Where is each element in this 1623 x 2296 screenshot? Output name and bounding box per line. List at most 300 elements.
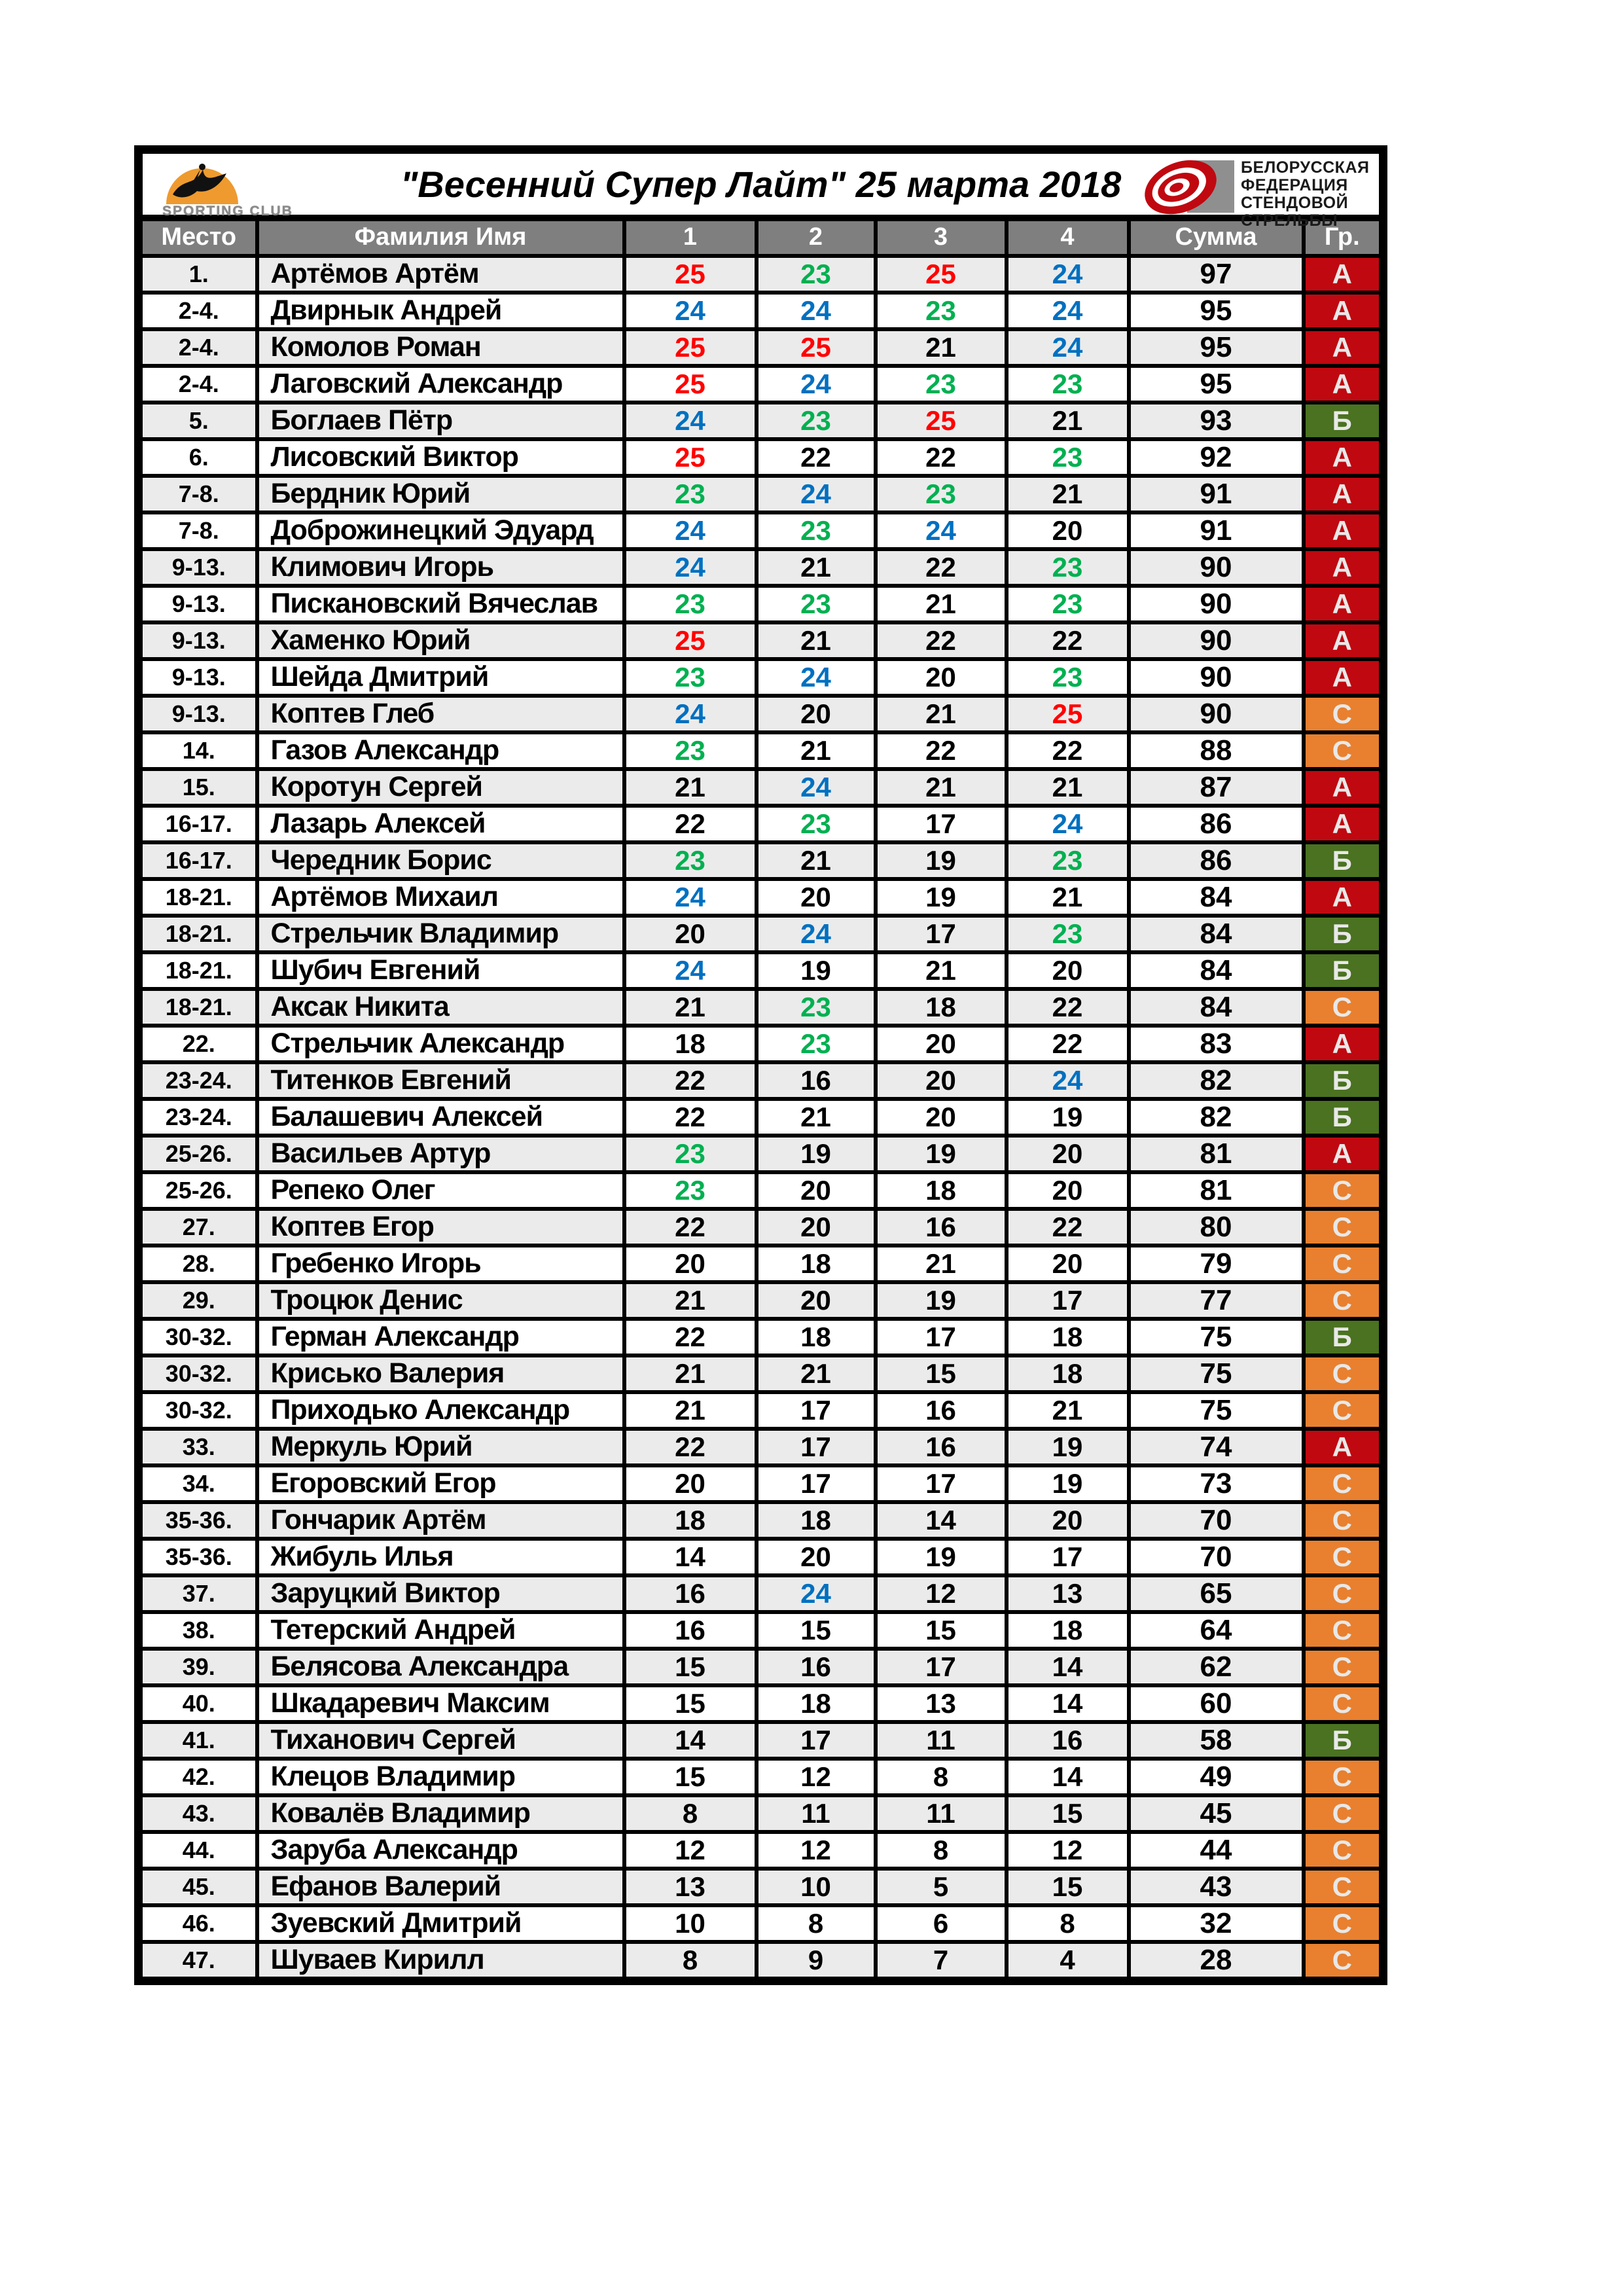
series4-score-cell: 14 xyxy=(1007,1759,1129,1795)
shooter-name-cell: Белясова Александра xyxy=(257,1649,624,1685)
place-cell: 18-21. xyxy=(139,989,257,1026)
series1-score-cell: 23 xyxy=(624,586,757,622)
shooter-name-cell: Репеко Олег xyxy=(257,1172,624,1209)
place-cell: 2-4. xyxy=(139,366,257,403)
place-cell: 38. xyxy=(139,1612,257,1649)
column-header-row xyxy=(139,218,1383,256)
shooter-name-cell: Меркуль Юрий xyxy=(257,1429,624,1465)
place-cell: 2-4. xyxy=(139,293,257,329)
group-badge: А xyxy=(1304,366,1383,403)
series4-score-cell: 20 xyxy=(1007,1172,1129,1209)
sum-cell: 82 xyxy=(1129,1062,1304,1099)
event-title: "Весенний Супер Лайт" 25 марта 2018 xyxy=(400,163,1122,205)
series4-score-cell: 23 xyxy=(1007,549,1129,586)
sum-cell: 58 xyxy=(1129,1722,1304,1759)
result-row xyxy=(139,879,1383,916)
group-badge: Б xyxy=(1304,1722,1383,1759)
series3-score-cell: 17 xyxy=(876,916,1007,952)
shooter-name-cell: Лаговский Александр xyxy=(257,366,624,403)
sum-cell: 28 xyxy=(1129,1942,1304,1981)
place-cell: 23-24. xyxy=(139,1062,257,1099)
sum-cell: 64 xyxy=(1129,1612,1304,1649)
series4-score-cell: 20 xyxy=(1007,1136,1129,1172)
series3-score-cell: 17 xyxy=(876,1465,1007,1502)
sum-cell: 49 xyxy=(1129,1759,1304,1795)
series2-score-cell: 17 xyxy=(757,1392,876,1429)
col-header-series4: 4 xyxy=(1007,218,1129,256)
series1-score-cell: 25 xyxy=(624,366,757,403)
place-cell: 30-32. xyxy=(139,1392,257,1429)
shooter-name-cell: Егоровский Егор xyxy=(257,1465,624,1502)
shooter-name-cell: Жибуль Илья xyxy=(257,1539,624,1575)
series2-score-cell: 20 xyxy=(757,879,876,916)
series3-score-cell: 22 xyxy=(876,622,1007,659)
shooter-name-cell: Пискановский Вячеслав xyxy=(257,586,624,622)
group-badge: Б xyxy=(1304,1319,1383,1355)
series1-score-cell: 22 xyxy=(624,1099,757,1136)
place-cell: 35-36. xyxy=(139,1539,257,1575)
series3-score-cell: 16 xyxy=(876,1392,1007,1429)
shooter-name-cell: Комолов Роман xyxy=(257,329,624,366)
series4-score-cell: 19 xyxy=(1007,1099,1129,1136)
group-badge: С xyxy=(1304,1832,1383,1869)
series3-score-cell: 6 xyxy=(876,1905,1007,1942)
place-cell: 23-24. xyxy=(139,1099,257,1136)
sum-cell: 74 xyxy=(1129,1429,1304,1465)
group-badge: С xyxy=(1304,1612,1383,1649)
series3-score-cell: 20 xyxy=(876,1099,1007,1136)
group-badge: С xyxy=(1304,989,1383,1026)
shooter-name-cell: Двирнык Андрей xyxy=(257,293,624,329)
sum-cell: 92 xyxy=(1129,439,1304,476)
col-header-series2: 2 xyxy=(757,218,876,256)
shooter-name-cell: Васильев Артур xyxy=(257,1136,624,1172)
series1-score-cell: 23 xyxy=(624,842,757,879)
results-table xyxy=(134,145,1387,1985)
col-header-sum: Сумма xyxy=(1129,218,1304,256)
group-badge: А xyxy=(1304,622,1383,659)
result-row xyxy=(139,989,1383,1026)
series2-score-cell: 23 xyxy=(757,403,876,439)
sum-cell: 44 xyxy=(1129,1832,1304,1869)
series4-score-cell: 13 xyxy=(1007,1575,1129,1612)
series2-score-cell: 19 xyxy=(757,952,876,989)
result-row xyxy=(139,1355,1383,1392)
group-badge: А xyxy=(1304,512,1383,549)
result-row xyxy=(139,1722,1383,1759)
series1-score-cell: 16 xyxy=(624,1575,757,1612)
sum-cell: 43 xyxy=(1129,1869,1304,1905)
series2-score-cell: 18 xyxy=(757,1246,876,1282)
shooter-name-cell: Лазарь Алексей xyxy=(257,806,624,842)
sum-cell: 77 xyxy=(1129,1282,1304,1319)
series4-score-cell: 21 xyxy=(1007,769,1129,806)
series1-score-cell: 24 xyxy=(624,952,757,989)
sum-cell: 86 xyxy=(1129,806,1304,842)
place-cell: 47. xyxy=(139,1942,257,1981)
shooter-name-cell: Ковалёв Владимир xyxy=(257,1795,624,1832)
group-badge: С xyxy=(1304,732,1383,769)
sporting-club-label: SPORTING CLUB xyxy=(162,204,293,219)
result-row xyxy=(139,842,1383,879)
result-row xyxy=(139,329,1383,366)
series1-score-cell: 25 xyxy=(624,256,757,293)
sum-cell: 84 xyxy=(1129,916,1304,952)
shooter-name-cell: Аксак Никита xyxy=(257,989,624,1026)
sum-cell: 90 xyxy=(1129,622,1304,659)
series2-score-cell: 23 xyxy=(757,1026,876,1062)
series1-score-cell: 10 xyxy=(624,1905,757,1942)
series1-score-cell: 24 xyxy=(624,512,757,549)
sum-cell: 97 xyxy=(1129,256,1304,293)
result-row xyxy=(139,1172,1383,1209)
series1-score-cell: 22 xyxy=(624,1209,757,1246)
group-badge: А xyxy=(1304,1026,1383,1062)
place-cell: 18-21. xyxy=(139,952,257,989)
series3-score-cell: 17 xyxy=(876,806,1007,842)
series2-score-cell: 24 xyxy=(757,293,876,329)
group-badge: А xyxy=(1304,256,1383,293)
group-badge: С xyxy=(1304,1282,1383,1319)
group-badge: А xyxy=(1304,1429,1383,1465)
sum-cell: 45 xyxy=(1129,1795,1304,1832)
series3-score-cell: 22 xyxy=(876,549,1007,586)
series2-score-cell: 21 xyxy=(757,732,876,769)
series2-score-cell: 20 xyxy=(757,1282,876,1319)
group-badge: С xyxy=(1304,1942,1383,1981)
sum-cell: 91 xyxy=(1129,476,1304,512)
result-row xyxy=(139,586,1383,622)
series1-score-cell: 24 xyxy=(624,879,757,916)
series2-score-cell: 12 xyxy=(757,1759,876,1795)
place-cell: 28. xyxy=(139,1246,257,1282)
federation-logo xyxy=(1141,158,1370,230)
result-row xyxy=(139,769,1383,806)
result-row xyxy=(139,696,1383,732)
series3-score-cell: 16 xyxy=(876,1429,1007,1465)
place-cell: 18-21. xyxy=(139,879,257,916)
series1-score-cell: 24 xyxy=(624,549,757,586)
series1-score-cell: 21 xyxy=(624,1355,757,1392)
result-row xyxy=(139,1575,1383,1612)
sum-cell: 73 xyxy=(1129,1465,1304,1502)
series2-score-cell: 25 xyxy=(757,329,876,366)
group-badge: С xyxy=(1304,1172,1383,1209)
series4-score-cell: 20 xyxy=(1007,512,1129,549)
series3-score-cell: 25 xyxy=(876,403,1007,439)
series2-score-cell: 22 xyxy=(757,439,876,476)
result-row xyxy=(139,1539,1383,1575)
place-cell: 9-13. xyxy=(139,659,257,696)
series3-score-cell: 23 xyxy=(876,293,1007,329)
series2-score-cell: 18 xyxy=(757,1319,876,1355)
shooter-name-cell: Коптев Егор xyxy=(257,1209,624,1246)
result-row xyxy=(139,1099,1383,1136)
sum-cell: 62 xyxy=(1129,1649,1304,1685)
series4-score-cell: 24 xyxy=(1007,329,1129,366)
result-row xyxy=(139,806,1383,842)
series3-score-cell: 25 xyxy=(876,256,1007,293)
group-badge: С xyxy=(1304,1759,1383,1795)
result-row xyxy=(139,256,1383,293)
series1-score-cell: 21 xyxy=(624,769,757,806)
sum-cell: 84 xyxy=(1129,952,1304,989)
place-cell: 22. xyxy=(139,1026,257,1062)
result-row xyxy=(139,439,1383,476)
series4-score-cell: 22 xyxy=(1007,622,1129,659)
series3-score-cell: 20 xyxy=(876,1062,1007,1099)
series4-score-cell: 21 xyxy=(1007,476,1129,512)
series2-score-cell: 11 xyxy=(757,1795,876,1832)
series4-score-cell: 18 xyxy=(1007,1355,1129,1392)
series2-score-cell: 23 xyxy=(757,989,876,1026)
series2-score-cell: 23 xyxy=(757,806,876,842)
place-cell: 25-26. xyxy=(139,1136,257,1172)
place-cell: 16-17. xyxy=(139,806,257,842)
series4-score-cell: 20 xyxy=(1007,1502,1129,1539)
series1-score-cell: 25 xyxy=(624,329,757,366)
series4-score-cell: 21 xyxy=(1007,879,1129,916)
sum-cell: 88 xyxy=(1129,732,1304,769)
series4-score-cell: 16 xyxy=(1007,1722,1129,1759)
series1-score-cell: 8 xyxy=(624,1795,757,1832)
series3-score-cell: 11 xyxy=(876,1795,1007,1832)
result-row xyxy=(139,476,1383,512)
series1-score-cell: 12 xyxy=(624,1832,757,1869)
sum-cell: 32 xyxy=(1129,1905,1304,1942)
series4-score-cell: 25 xyxy=(1007,696,1129,732)
sum-cell: 70 xyxy=(1129,1502,1304,1539)
result-row xyxy=(139,1612,1383,1649)
series1-score-cell: 21 xyxy=(624,1392,757,1429)
shooter-name-cell: Артёмов Михаил xyxy=(257,879,624,916)
series1-score-cell: 8 xyxy=(624,1942,757,1981)
series1-score-cell: 20 xyxy=(624,1246,757,1282)
series1-score-cell: 23 xyxy=(624,1172,757,1209)
shooter-name-cell: Боглаев Пётр xyxy=(257,403,624,439)
series1-score-cell: 25 xyxy=(624,439,757,476)
place-cell: 41. xyxy=(139,1722,257,1759)
series4-score-cell: 22 xyxy=(1007,732,1129,769)
series2-score-cell: 17 xyxy=(757,1429,876,1465)
series3-score-cell: 24 xyxy=(876,512,1007,549)
sum-cell: 80 xyxy=(1129,1209,1304,1246)
series4-score-cell: 22 xyxy=(1007,1209,1129,1246)
shooter-name-cell: Тетерский Андрей xyxy=(257,1612,624,1649)
sum-cell: 91 xyxy=(1129,512,1304,549)
group-badge: А xyxy=(1304,879,1383,916)
series3-score-cell: 14 xyxy=(876,1502,1007,1539)
series3-score-cell: 16 xyxy=(876,1209,1007,1246)
place-cell: 9-13. xyxy=(139,549,257,586)
place-cell: 1. xyxy=(139,256,257,293)
sum-cell: 82 xyxy=(1129,1099,1304,1136)
series3-score-cell: 21 xyxy=(876,696,1007,732)
series4-score-cell: 23 xyxy=(1007,439,1129,476)
group-badge: С xyxy=(1304,1502,1383,1539)
sum-cell: 79 xyxy=(1129,1246,1304,1282)
place-cell: 27. xyxy=(139,1209,257,1246)
group-badge: С xyxy=(1304,1539,1383,1575)
result-row xyxy=(139,952,1383,989)
sum-cell: 87 xyxy=(1129,769,1304,806)
place-cell: 7-8. xyxy=(139,476,257,512)
shooter-name-cell: Гончарик Артём xyxy=(257,1502,624,1539)
group-badge: Б xyxy=(1304,842,1383,879)
series3-score-cell: 11 xyxy=(876,1722,1007,1759)
series3-score-cell: 17 xyxy=(876,1319,1007,1355)
sum-cell: 95 xyxy=(1129,329,1304,366)
result-row xyxy=(139,732,1383,769)
shooter-name-cell: Шуваев Кирилл xyxy=(257,1942,624,1981)
group-badge: С xyxy=(1304,1869,1383,1905)
series1-score-cell: 22 xyxy=(624,1062,757,1099)
series3-score-cell: 23 xyxy=(876,476,1007,512)
sporting-club-logo xyxy=(161,156,293,219)
result-row xyxy=(139,366,1383,403)
place-cell: 40. xyxy=(139,1685,257,1722)
shooter-name-cell: Крисько Валерия xyxy=(257,1355,624,1392)
results-sheet xyxy=(134,145,1379,1985)
series2-score-cell: 24 xyxy=(757,1575,876,1612)
shooter-name-cell: Климович Игорь xyxy=(257,549,624,586)
result-row xyxy=(139,1136,1383,1172)
group-badge: С xyxy=(1304,1355,1383,1392)
place-cell: 33. xyxy=(139,1429,257,1465)
place-cell: 42. xyxy=(139,1759,257,1795)
series2-score-cell: 8 xyxy=(757,1905,876,1942)
place-cell: 9-13. xyxy=(139,586,257,622)
result-row xyxy=(139,293,1383,329)
group-badge: А xyxy=(1304,659,1383,696)
series4-score-cell: 17 xyxy=(1007,1282,1129,1319)
series3-score-cell: 19 xyxy=(876,1539,1007,1575)
result-row xyxy=(139,1319,1383,1355)
result-row xyxy=(139,1465,1383,1502)
sum-cell: 75 xyxy=(1129,1319,1304,1355)
group-badge: С xyxy=(1304,1209,1383,1246)
place-cell: 25-26. xyxy=(139,1172,257,1209)
series3-score-cell: 18 xyxy=(876,1172,1007,1209)
col-header-series1: 1 xyxy=(624,218,757,256)
series4-score-cell: 8 xyxy=(1007,1905,1129,1942)
series2-score-cell: 18 xyxy=(757,1685,876,1722)
place-cell: 15. xyxy=(139,769,257,806)
col-header-place: Место xyxy=(139,218,257,256)
group-badge: Б xyxy=(1304,952,1383,989)
group-badge: С xyxy=(1304,1685,1383,1722)
series2-score-cell: 16 xyxy=(757,1062,876,1099)
series2-score-cell: 15 xyxy=(757,1612,876,1649)
series1-score-cell: 24 xyxy=(624,293,757,329)
series3-score-cell: 18 xyxy=(876,989,1007,1026)
result-row xyxy=(139,1795,1383,1832)
place-cell: 37. xyxy=(139,1575,257,1612)
series4-score-cell: 17 xyxy=(1007,1539,1129,1575)
series1-score-cell: 21 xyxy=(624,989,757,1026)
sum-cell: 95 xyxy=(1129,366,1304,403)
series3-score-cell: 23 xyxy=(876,366,1007,403)
series4-score-cell: 23 xyxy=(1007,916,1129,952)
series2-score-cell: 16 xyxy=(757,1649,876,1685)
result-row xyxy=(139,1905,1383,1942)
shooter-name-cell: Заруба Александр xyxy=(257,1832,624,1869)
series4-score-cell: 24 xyxy=(1007,806,1129,842)
result-row xyxy=(139,1685,1383,1722)
shooter-name-cell: Балашевич Алексей xyxy=(257,1099,624,1136)
series4-score-cell: 22 xyxy=(1007,989,1129,1026)
group-badge: А xyxy=(1304,1136,1383,1172)
series4-score-cell: 14 xyxy=(1007,1649,1129,1685)
series3-score-cell: 19 xyxy=(876,1282,1007,1319)
group-badge: С xyxy=(1304,1465,1383,1502)
shooter-name-cell: Тиханович Сергей xyxy=(257,1722,624,1759)
place-cell: 29. xyxy=(139,1282,257,1319)
shooter-name-cell: Чередник Борис xyxy=(257,842,624,879)
shooter-name-cell: Газов Александр xyxy=(257,732,624,769)
shooter-name-cell: Лисовский Виктор xyxy=(257,439,624,476)
place-cell: 45. xyxy=(139,1869,257,1905)
series2-score-cell: 23 xyxy=(757,512,876,549)
series4-score-cell: 23 xyxy=(1007,842,1129,879)
place-cell: 30-32. xyxy=(139,1355,257,1392)
series2-score-cell: 20 xyxy=(757,696,876,732)
series2-score-cell: 10 xyxy=(757,1869,876,1905)
place-cell: 2-4. xyxy=(139,329,257,366)
result-row xyxy=(139,403,1383,439)
series3-score-cell: 19 xyxy=(876,879,1007,916)
series2-score-cell: 24 xyxy=(757,476,876,512)
series4-score-cell: 23 xyxy=(1007,586,1129,622)
result-row xyxy=(139,1062,1383,1099)
series4-score-cell: 22 xyxy=(1007,1026,1129,1062)
series1-score-cell: 13 xyxy=(624,1869,757,1905)
series1-score-cell: 23 xyxy=(624,732,757,769)
series1-score-cell: 23 xyxy=(624,1136,757,1172)
place-cell: 7-8. xyxy=(139,512,257,549)
series2-score-cell: 18 xyxy=(757,1502,876,1539)
series4-score-cell: 20 xyxy=(1007,1246,1129,1282)
series3-score-cell: 12 xyxy=(876,1575,1007,1612)
series2-score-cell: 17 xyxy=(757,1465,876,1502)
result-row xyxy=(139,659,1383,696)
series4-score-cell: 4 xyxy=(1007,1942,1129,1981)
series1-score-cell: 14 xyxy=(624,1539,757,1575)
sum-cell: 75 xyxy=(1129,1392,1304,1429)
sum-cell: 81 xyxy=(1129,1136,1304,1172)
group-badge: Б xyxy=(1304,403,1383,439)
sum-cell: 86 xyxy=(1129,842,1304,879)
shooter-name-cell: Шубич Евгений xyxy=(257,952,624,989)
series1-score-cell: 21 xyxy=(624,1282,757,1319)
series2-score-cell: 19 xyxy=(757,1136,876,1172)
place-cell: 5. xyxy=(139,403,257,439)
shooter-name-cell: Шейда Дмитрий xyxy=(257,659,624,696)
series3-score-cell: 15 xyxy=(876,1612,1007,1649)
series2-score-cell: 23 xyxy=(757,586,876,622)
series3-score-cell: 17 xyxy=(876,1649,1007,1685)
result-row xyxy=(139,1502,1383,1539)
shooter-name-cell: Ефанов Валерий xyxy=(257,1869,624,1905)
series1-score-cell: 22 xyxy=(624,806,757,842)
col-header-series3: 3 xyxy=(876,218,1007,256)
series1-score-cell: 20 xyxy=(624,916,757,952)
group-badge: А xyxy=(1304,806,1383,842)
shooter-name-cell: Гребенко Игорь xyxy=(257,1246,624,1282)
sum-cell: 93 xyxy=(1129,403,1304,439)
place-cell: 43. xyxy=(139,1795,257,1832)
sum-cell: 83 xyxy=(1129,1026,1304,1062)
